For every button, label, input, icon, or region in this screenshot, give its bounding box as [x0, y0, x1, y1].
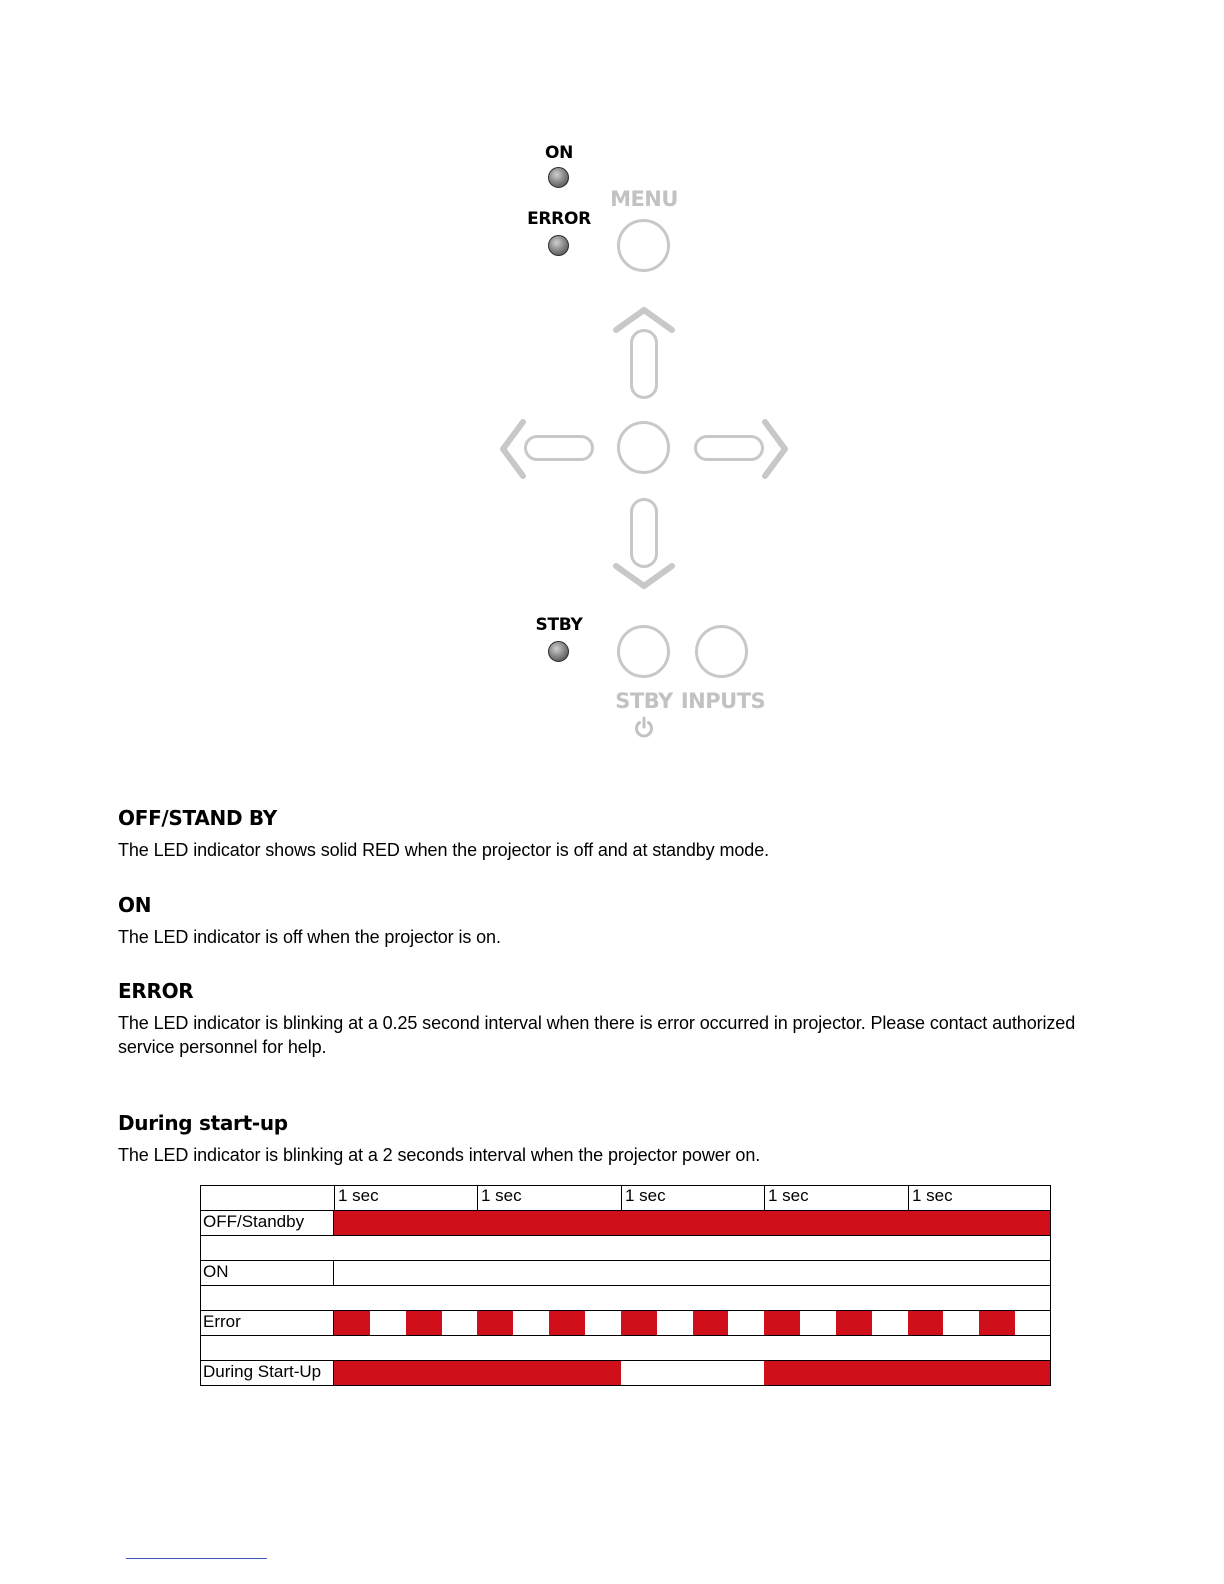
led-timing-table: [200, 1185, 1051, 1386]
timeline-segment: [908, 1311, 943, 1335]
text-startup: The LED indicator is blinking at a 2 seconds interval when the projector power on.: [118, 1145, 761, 1165]
text-on: The LED indicator is off when the projector is on.: [118, 927, 501, 947]
timeline-segment: [442, 1311, 477, 1335]
table-header-cell: 1 sec: [764, 1185, 908, 1210]
up-button[interactable]: [630, 329, 658, 399]
timeline-segment: [513, 1311, 549, 1335]
enter-button[interactable]: [617, 421, 670, 474]
timeline-segment: [585, 1311, 621, 1335]
timeline-segment: [334, 1311, 370, 1335]
footnote-rule: [126, 1558, 267, 1559]
inputs-button[interactable]: [695, 625, 748, 678]
timeline-segment: [477, 1361, 621, 1385]
timeline-segment: [334, 1211, 406, 1235]
timeline-segment: [549, 1311, 585, 1335]
timeline-segment: [406, 1311, 442, 1335]
table-row-label: ON: [200, 1260, 334, 1285]
down-button[interactable]: [630, 498, 658, 568]
timeline-segment: [621, 1261, 693, 1285]
table-header-cell: 1 sec: [477, 1185, 621, 1210]
heading-off-standby: OFF/STAND BY: [118, 806, 277, 830]
timeline-segment: [836, 1211, 908, 1235]
stby-label: STBY: [615, 689, 673, 713]
timeline-segment: [477, 1261, 549, 1285]
power-icon: [633, 716, 655, 740]
timeline-segment: [621, 1361, 764, 1385]
timeline-segment: [979, 1211, 1051, 1235]
table-header-cell: 1 sec: [334, 1185, 477, 1210]
led-on-label: ON: [544, 143, 574, 163]
heading-error: ERROR: [118, 979, 194, 1003]
timeline-segment: [549, 1211, 621, 1235]
table-row-label: During Start-Up: [200, 1360, 334, 1385]
timeline-segment: [549, 1261, 621, 1285]
right-chevron-icon: [759, 416, 793, 482]
timeline-segment: [979, 1261, 1051, 1285]
timeline-segment: [621, 1311, 657, 1335]
heading-on: ON: [118, 893, 152, 917]
right-button[interactable]: [694, 435, 764, 461]
timeline-segment: [693, 1211, 764, 1235]
timeline-segment: [764, 1311, 800, 1335]
table-row-label: Error: [200, 1310, 334, 1335]
timeline-segment: [406, 1261, 477, 1285]
table-header-cell: 1 sec: [621, 1185, 764, 1210]
timeline-segment: [908, 1261, 979, 1285]
row-divider: [334, 1210, 1051, 1211]
timeline-segment: [800, 1311, 836, 1335]
stby-button[interactable]: [617, 625, 670, 678]
table-header-cell: 1 sec: [908, 1185, 1051, 1210]
timeline-segment: [477, 1211, 549, 1235]
led-error-indicator: [548, 235, 569, 256]
spacer-row: [200, 1235, 1051, 1260]
inputs-label: INPUTS: [680, 689, 766, 713]
timeline-segment: [693, 1311, 728, 1335]
table-row-label: OFF/Standby: [200, 1210, 334, 1235]
timeline-segment: [334, 1261, 406, 1285]
timeline-segment: [1015, 1311, 1051, 1335]
timeline-segment: [836, 1311, 872, 1335]
timeline-segment: [406, 1211, 477, 1235]
row-divider: [334, 1310, 1051, 1311]
led-error-label: ERROR: [527, 209, 591, 229]
table-header-blank: [200, 1185, 334, 1210]
text-error: The LED indicator is blinking at a 0.25 second interval when there is error occurred in projector. Please contact authorized service personnel for help.: [118, 1013, 1076, 1057]
menu-button[interactable]: [617, 219, 670, 272]
led-on-indicator: [548, 167, 569, 188]
timeline-segment: [943, 1311, 979, 1335]
timeline-segment: [908, 1211, 979, 1235]
heading-startup: During start-up: [118, 1111, 288, 1135]
timeline-segment: [693, 1261, 764, 1285]
timeline-segment: [908, 1361, 1051, 1385]
timeline-segment: [979, 1311, 1015, 1335]
timeline-segment: [836, 1261, 908, 1285]
timeline-segment: [764, 1261, 836, 1285]
led-stby-label: STBY: [535, 615, 583, 635]
left-button[interactable]: [524, 435, 594, 461]
timeline-segment: [872, 1311, 908, 1335]
menu-label: MENU: [610, 187, 678, 211]
timeline-segment: [657, 1311, 693, 1335]
spacer-row: [200, 1335, 1051, 1360]
timeline-segment: [728, 1311, 764, 1335]
spacer-row: [200, 1285, 1051, 1310]
timeline-segment: [621, 1211, 693, 1235]
row-divider: [334, 1260, 1051, 1261]
down-chevron-icon: [610, 560, 678, 594]
timeline-segment: [477, 1311, 513, 1335]
led-stby-indicator: [548, 641, 569, 662]
timeline-segment: [334, 1361, 477, 1385]
timeline-segment: [764, 1361, 908, 1385]
timeline-segment: [370, 1311, 406, 1335]
timeline-segment: [764, 1211, 836, 1235]
text-off-standby: The LED indicator shows solid RED when the projector is off and at standby mode.: [118, 840, 770, 860]
row-divider: [334, 1360, 1051, 1361]
